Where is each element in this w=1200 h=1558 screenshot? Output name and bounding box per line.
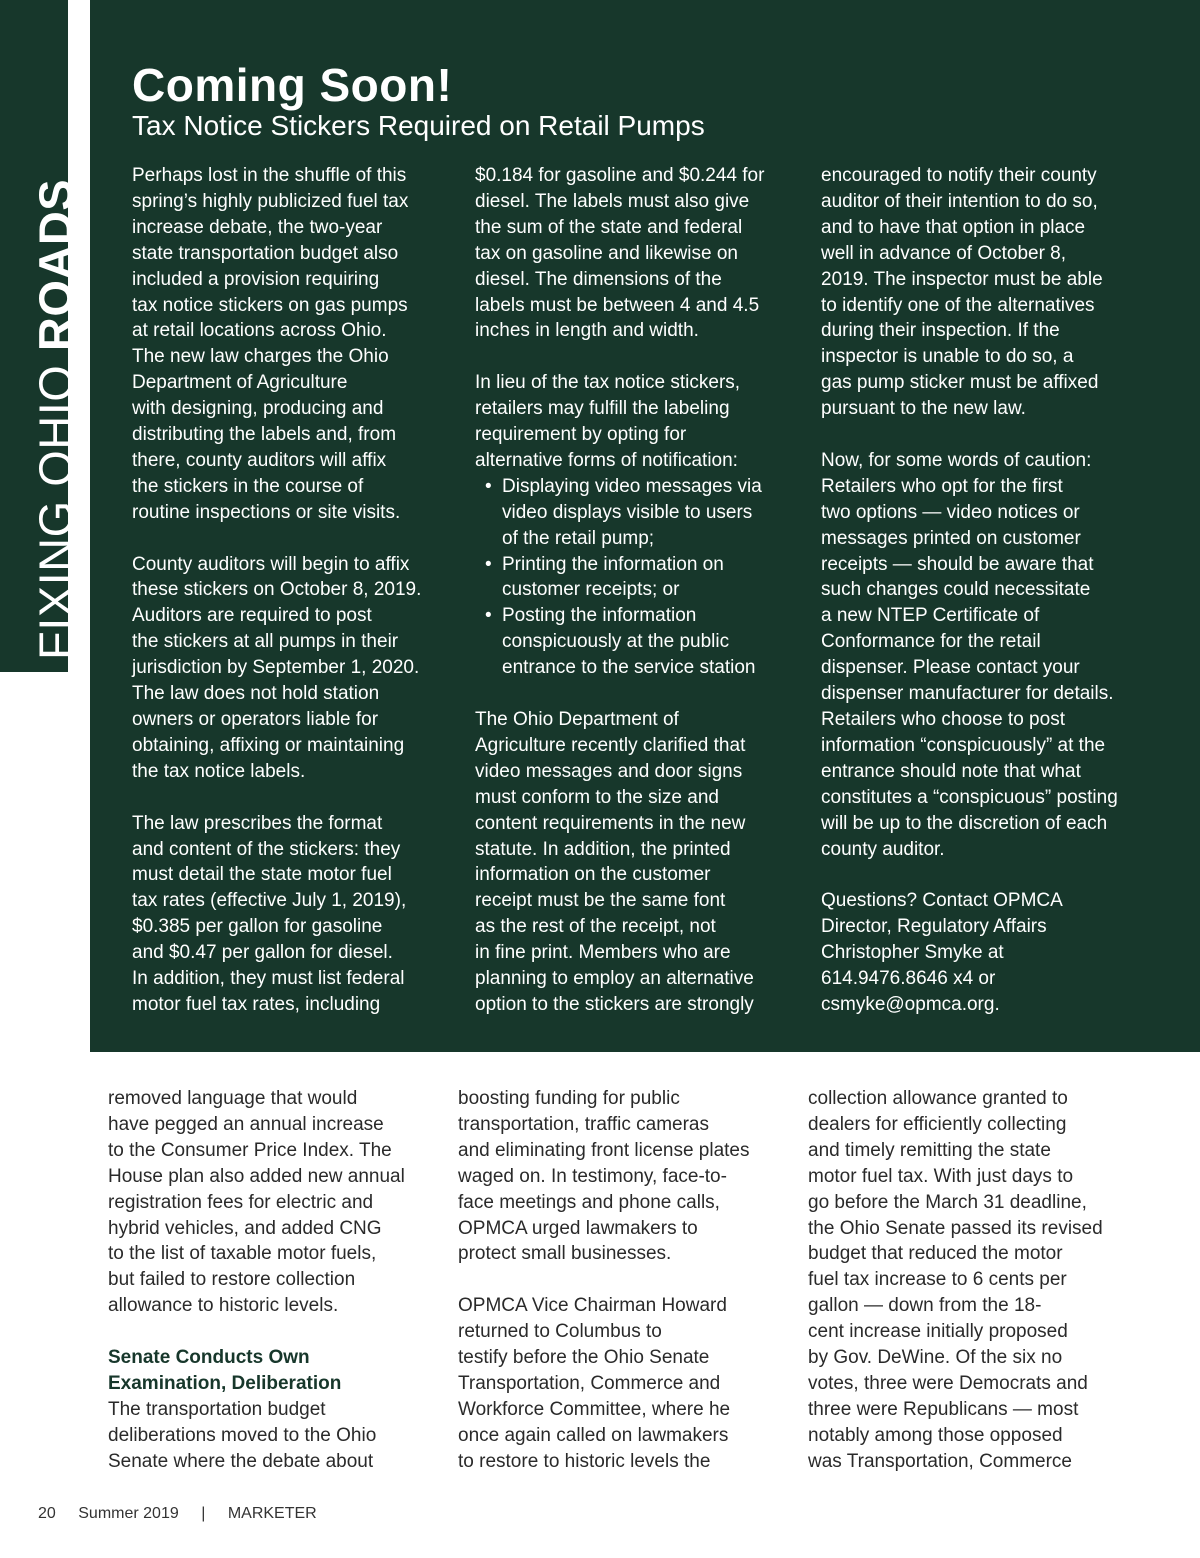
text-line: statute. In addition, the printed [475, 838, 731, 860]
text-line: auditor of their intention to do so, [821, 190, 1098, 212]
text-line: information “conspicuously” at the [821, 734, 1106, 756]
text-line: jurisdiction by September 1, 2020. [132, 657, 420, 679]
text-line: encouraged to notify their county [821, 165, 1097, 186]
text-line: must detail the state motor fuel [132, 864, 392, 886]
text-line: Questions? Contact OPMCA [821, 890, 1063, 912]
text-line: Workforce Committee, where he [458, 1398, 731, 1420]
paragraph [108, 1086, 405, 1319]
text-line: video displays visible to users [502, 501, 753, 523]
text-line: option to the stickers are strongly [475, 993, 754, 1015]
text-line: during their inspection. If the [821, 320, 1060, 342]
text-line: gas pump sticker must be affixed [821, 372, 1099, 394]
text-line: transportation, traffic cameras [458, 1113, 709, 1135]
text-line: Agriculture recently clarified that [475, 734, 746, 756]
paragraph [458, 1086, 750, 1267]
text-line: tax rates (effective July 1, 2019), [132, 890, 407, 912]
paragraph [458, 1293, 750, 1474]
paragraph [821, 448, 1118, 863]
text-line: fuel tax increase to 6 cents per [808, 1269, 1067, 1291]
text-line: requirement by opting for [475, 424, 687, 446]
text-line: to restore to historic levels the [458, 1450, 711, 1472]
text-line: hybrid vehicles, and added CNG [108, 1217, 382, 1239]
article-column-3 [808, 1086, 1103, 1500]
page-number: 20 [38, 1505, 56, 1522]
feature-subtitle: Tax Notice Stickers Required on Retail Pumps [132, 110, 705, 141]
text-line: removed language that would [108, 1088, 358, 1109]
text-line: three were Republicans — most [808, 1398, 1079, 1420]
text-line: allowance to historic levels. [108, 1295, 339, 1317]
text-line: 2019. The inspector must be able [821, 268, 1103, 290]
text-line: county auditor. [821, 838, 945, 860]
text-line: Director, Regulatory Affairs [821, 916, 1047, 938]
text-line: The law prescribes the format [132, 812, 383, 834]
text-line: have pegged an annual increase [108, 1113, 384, 1135]
text-line: diesel. The dimensions of the [475, 268, 722, 290]
text-line: labels must be between 4 and 4.5 [475, 294, 760, 316]
text-line: obtaining, affixing or maintaining [132, 734, 405, 756]
text-line: constitutes a “conspicuous” posting [821, 786, 1118, 808]
text-line: and timely remitting the state [808, 1139, 1051, 1161]
text-line: dealers for efficiently collecting [808, 1113, 1067, 1135]
notification-options-list [475, 474, 764, 681]
list-item [502, 603, 764, 681]
text-line: the sum of the state and federal [475, 216, 743, 238]
text-line: increase debate, the two-year [132, 216, 383, 238]
text-line: and content of the stickers: they [132, 838, 401, 860]
text-line: budget that reduced the motor [808, 1243, 1063, 1265]
text-line: well in advance of October 8, [821, 242, 1067, 264]
text-line: In addition, they must list federal [132, 968, 405, 990]
text-line: retailers may fulfill the labeling [475, 398, 730, 420]
text-line: the stickers in the course of [132, 475, 364, 497]
text-line: House plan also added new annual [108, 1165, 405, 1187]
text-line: included a provision requiring [132, 268, 380, 290]
text-line: to identify one of the alternatives [821, 294, 1095, 316]
text-line: state transportation budget also [132, 242, 399, 264]
text-line: go before the March 31 deadline, [808, 1191, 1087, 1213]
text-line: tax notice stickers on gas pumps [132, 294, 408, 316]
text-line: content requirements in the new [475, 812, 746, 834]
issue-date: Summer 2019 [78, 1505, 179, 1522]
text-line: OPMCA Vice Chairman Howard [458, 1295, 727, 1317]
section-label-light: FIXING OHIO [29, 351, 82, 660]
text-line: Conformance for the retail [821, 631, 1041, 653]
text-line: Retailers who opt for the first [821, 475, 1063, 497]
text-line: and to have that option in place [821, 216, 1086, 238]
text-line: gallon — down from the 18- [808, 1295, 1042, 1317]
text-line: the stickers at all pumps in their [132, 631, 399, 653]
text-line: Perhaps lost in the shuffle of this [132, 165, 407, 186]
text-line: alternative forms of notification: [475, 449, 738, 471]
paragraph [132, 811, 421, 1018]
text-line: distributing the labels and, from [132, 424, 397, 446]
text-line: at retail locations across Ohio. [132, 320, 387, 342]
text-line: The law does not hold station [132, 683, 380, 705]
text-line: testify before the Ohio Senate [458, 1347, 710, 1369]
text-line: dispenser manufacturer for details. [821, 683, 1114, 705]
text-line: video messages and door signs [475, 760, 743, 782]
paragraph [132, 552, 421, 785]
text-line: Transportation, Commerce and [458, 1372, 721, 1394]
text-line: entrance to the service station [502, 657, 756, 679]
text-line: notably among those opposed [808, 1424, 1063, 1446]
text-line: will be up to the discretion of each [821, 812, 1108, 834]
text-line: but failed to restore collection [108, 1269, 356, 1291]
text-line: and eliminating front license plates [458, 1139, 750, 1161]
article-column-2 [458, 1086, 750, 1500]
text-line: receipt must be the same font [475, 890, 726, 912]
text-line: Department of Agriculture [132, 372, 348, 394]
text-line: Senate where the debate about [108, 1450, 374, 1472]
text-line: dispenser. Please contact your [821, 657, 1080, 679]
text-line: owners or operators liable for [132, 709, 379, 731]
text-line: entrance should note that what [821, 760, 1081, 782]
text-line: Posting the information [502, 605, 697, 627]
text-line: $0.184 for gasoline and $0.244 for [475, 165, 765, 186]
text-line: such changes could necessitate [821, 579, 1091, 601]
text-line: deliberations moved to the Ohio [108, 1424, 377, 1446]
magazine-name: MARKETER [227, 1505, 317, 1522]
contact-paragraph [821, 888, 1118, 1018]
text-line: votes, three were Democrats and [808, 1372, 1088, 1394]
text-line: was Transportation, Commerce [808, 1450, 1072, 1472]
paragraph [108, 1397, 405, 1475]
text-line: The transportation budget [108, 1398, 326, 1420]
list-item [502, 474, 764, 552]
text-line: In lieu of the tax notice stickers, [475, 372, 741, 394]
text-line: Now, for some words of caution: [821, 449, 1092, 471]
text-line: planning to employ an alternative [475, 968, 754, 990]
section-label [29, 178, 82, 660]
text-line: The new law charges the Ohio [132, 346, 389, 368]
text-line: once again called on lawmakers [458, 1424, 729, 1446]
section-heading [108, 1345, 405, 1397]
text-line: and $0.47 per gallon for diesel. [132, 942, 393, 964]
text-line: collection allowance granted to [808, 1088, 1068, 1109]
feature-title: Coming Soon! [132, 59, 453, 111]
text-line: a new NTEP Certificate of [821, 605, 1040, 627]
text-line: information on the customer [475, 864, 711, 886]
feature-column-3 [821, 163, 1118, 1044]
text-line: motor fuel tax rates, including [132, 993, 381, 1015]
text-line: as the rest of the receipt, not [475, 916, 716, 938]
text-line: $0.385 per gallon for gasoline [132, 916, 383, 938]
paragraph [132, 163, 421, 526]
paragraph [475, 707, 764, 1018]
text-line: Retailers who choose to post [821, 709, 1065, 731]
text-line: waged on. In testimony, face-to- [458, 1165, 727, 1187]
text-line: cent increase initially proposed [808, 1321, 1068, 1343]
text-line: spring’s highly publicized fuel tax [132, 190, 409, 212]
text-line: OPMCA urged lawmakers to [458, 1217, 698, 1239]
text-line: Printing the information on [502, 553, 724, 575]
text-line: csmyke@opmca.org. [821, 993, 1000, 1015]
text-line: of the retail pump; [502, 527, 655, 549]
text-line: the tax notice labels. [132, 760, 306, 782]
text-line: to the Consumer Price Index. The [108, 1139, 392, 1161]
text-line: these stickers on October 8, 2019. [132, 579, 422, 601]
text-line: receipts — should be aware that [821, 553, 1094, 575]
text-line: face meetings and phone calls, [458, 1191, 720, 1213]
text-line: customer receipts; or [502, 579, 680, 601]
section-label-bold: ROADS [29, 178, 82, 352]
text-line: diesel. The labels must also give [475, 190, 750, 212]
text-line: pursuant to the new law. [821, 398, 1026, 420]
text-line: County auditors will begin to affix [132, 553, 410, 575]
text-line: motor fuel tax. With just days to [808, 1165, 1074, 1187]
text-line: tax on gasoline and likewise on [475, 242, 739, 264]
text-line: protect small businesses. [458, 1243, 672, 1265]
paragraph [808, 1086, 1103, 1475]
footer-separator: | [201, 1505, 206, 1522]
text-line: inspector is unable to do so, a [821, 346, 1074, 368]
text-line: by Gov. DeWine. Of the six no [808, 1347, 1063, 1369]
text-line: returned to Columbus to [458, 1321, 662, 1343]
text-line: boosting funding for public [458, 1088, 680, 1109]
text-line: 614.9476.8646 x4 or [821, 968, 996, 990]
text-line: inches in length and width. [475, 320, 699, 342]
page-footer [38, 1505, 335, 1523]
feature-column-2 [475, 163, 764, 1044]
feature-column-1 [132, 163, 421, 1044]
text-line: in fine print. Members who are [475, 942, 731, 964]
text-line: Examination, Deliberation [108, 1372, 342, 1394]
paragraph [475, 163, 764, 344]
text-line: Displaying video messages via [502, 475, 762, 497]
text-line: routine inspections or site visits. [132, 501, 401, 523]
paragraph [821, 163, 1118, 422]
text-line: registration fees for electric and [108, 1191, 374, 1213]
text-line: The Ohio Department of [475, 709, 679, 730]
text-line: Senate Conducts Own [108, 1347, 310, 1369]
text-line: Auditors are required to post [132, 605, 372, 627]
text-line: messages printed on customer [821, 527, 1081, 549]
text-line: conspicuously at the public [502, 631, 730, 653]
text-line: two options — video notices or [821, 501, 1080, 523]
text-line: Christopher Smyke at [821, 942, 1004, 964]
text-line: to the list of taxable motor fuels, [108, 1243, 377, 1265]
text-line: the Ohio Senate passed its revised [808, 1217, 1103, 1239]
text-line: must conform to the size and [475, 786, 719, 808]
list-item [502, 552, 764, 604]
text-line: with designing, producing and [132, 398, 384, 420]
article-column-1 [108, 1086, 405, 1500]
paragraph [475, 370, 764, 474]
text-line: there, county auditors will affix [132, 449, 387, 471]
